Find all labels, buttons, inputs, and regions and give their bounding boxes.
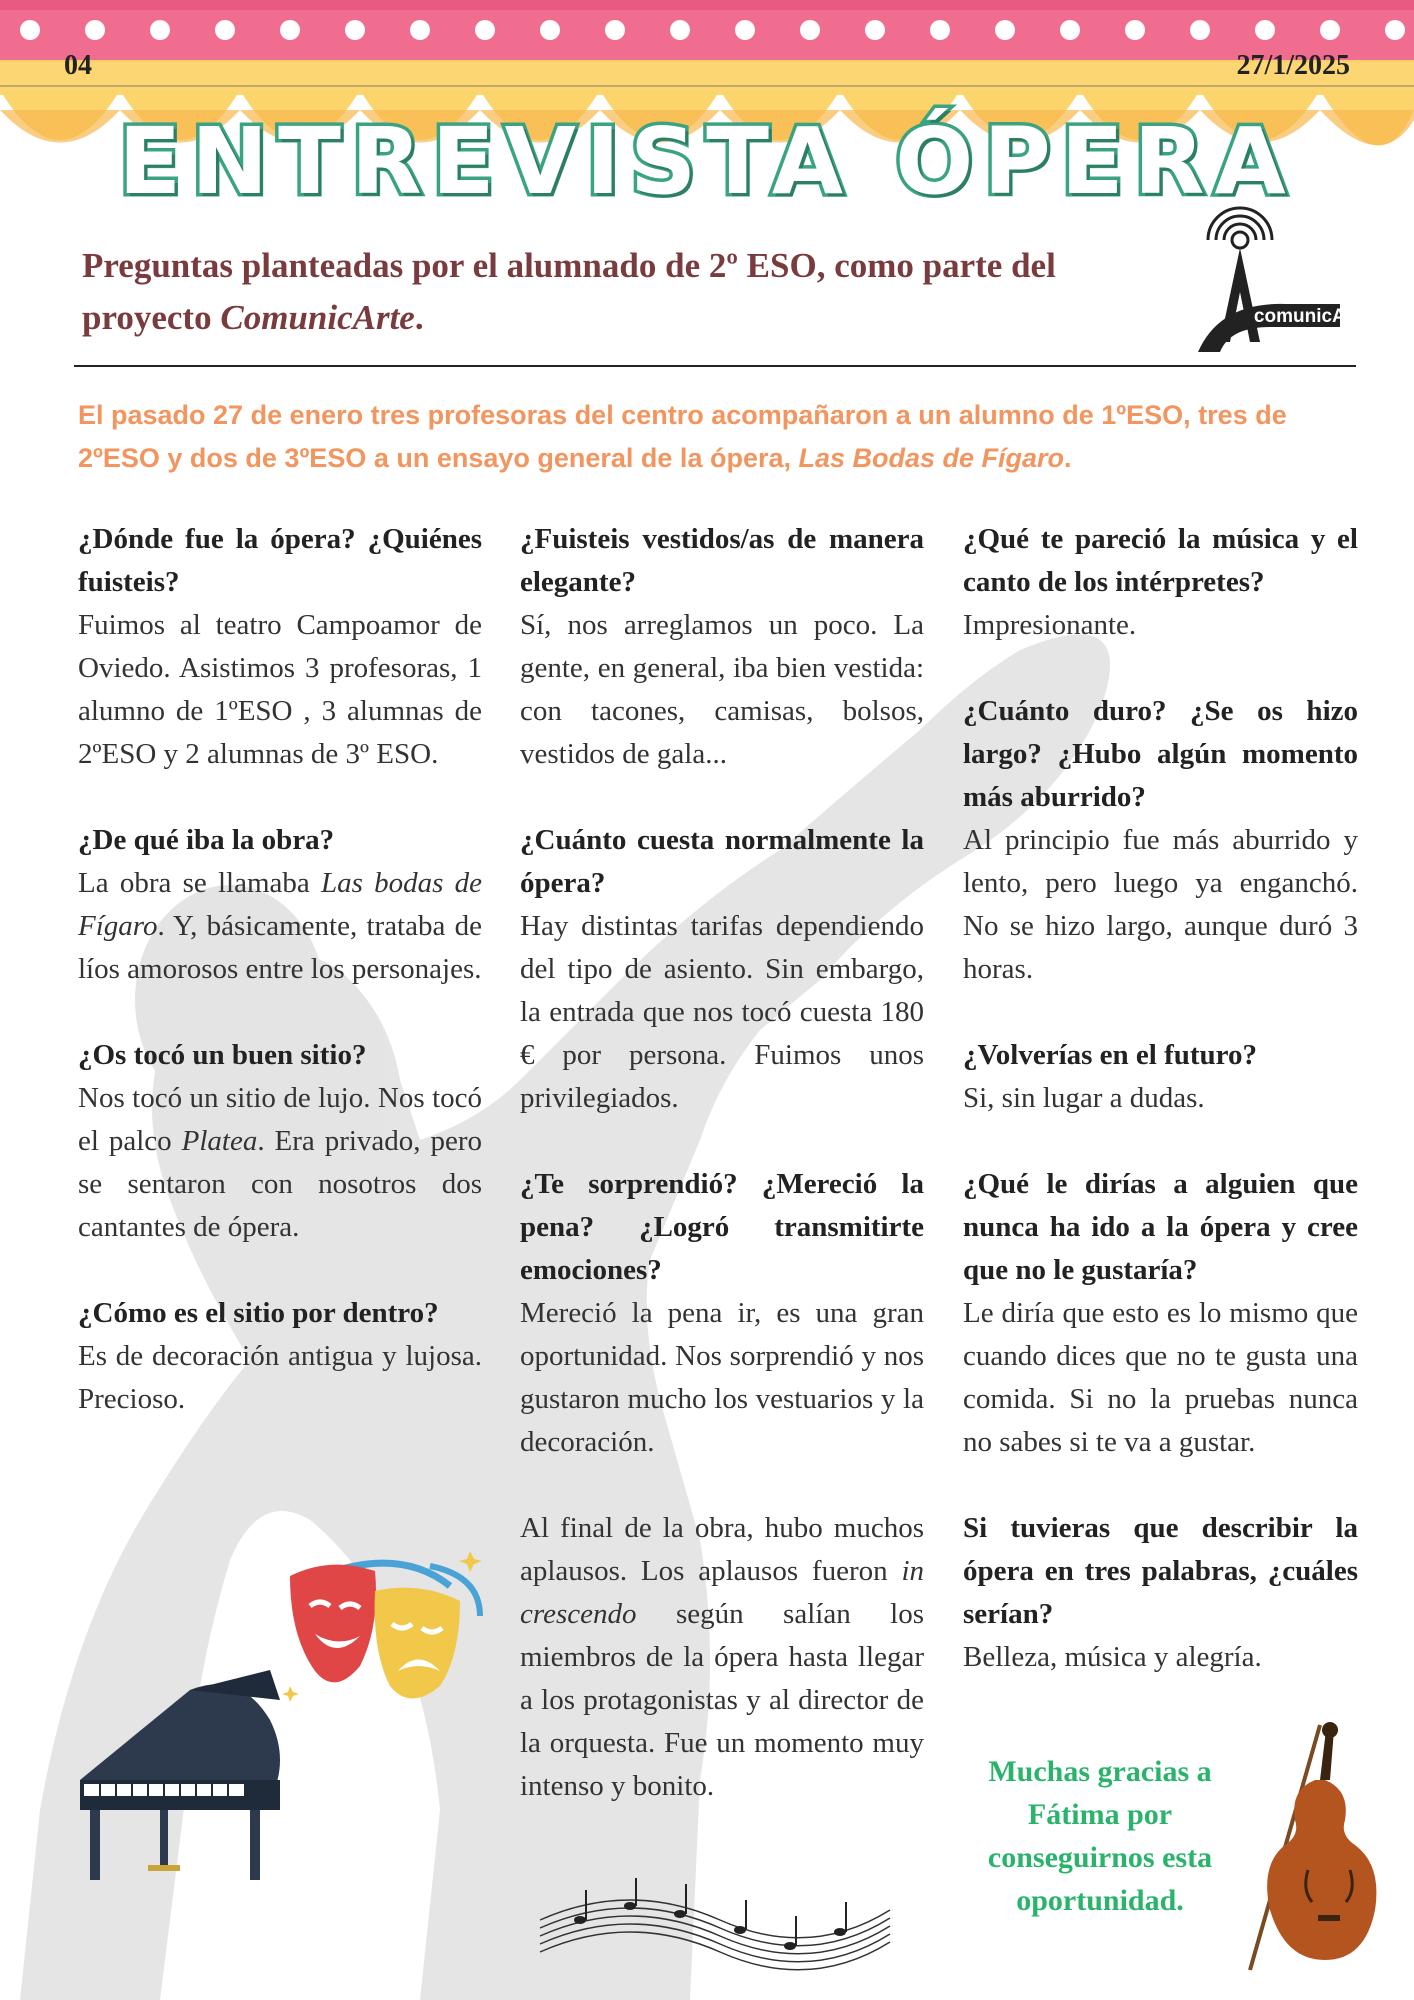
- question: ¿Qué te pareció la música y el canto de los intérpretes?: [963, 523, 1358, 598]
- question: Si tuvieras que describir la ópera en tres palabras, ¿cuáles serían?: [963, 1512, 1358, 1630]
- answer: Hay distintas tarifas dependiendo del tipo de asiento. Sin embargo, la entrada que nos tocó cuesta 180 € por persona. Fuimos unos privilegiados.: [520, 910, 924, 1114]
- project-name: ComunicArte: [220, 298, 415, 337]
- intro-text-end: .: [414, 298, 424, 337]
- opera-name: Las Bodas de Fígaro: [798, 443, 1065, 473]
- column-1: [78, 518, 482, 1464]
- intro-text: [82, 240, 1162, 344]
- answer: [78, 862, 482, 991]
- lead-text-end: .: [1064, 443, 1072, 473]
- comunicarte-logo: [1190, 212, 1371, 362]
- grand-piano-icon: [70, 1660, 310, 1900]
- answer: [78, 1077, 482, 1249]
- question: ¿De qué iba la obra?: [78, 824, 335, 856]
- answer: Fuimos al teatro Campoamor de Oviedo. Asistimos 3 profesoras, 1 alumno de 1ºESO , 3 alumnas de 2ºESO y 2 alumnas de 3º ESO.: [78, 609, 482, 770]
- answer-text: Nos tocó un sitio de lujo. Nos tocó el palco: [78, 1082, 482, 1157]
- answer: Al principio fue más aburrido y lento, pero luego ya enganchó. No se hizo largo, aunque duró 3 horas.: [963, 824, 1358, 985]
- divider-line: [74, 365, 1356, 367]
- answer: Si, sin lugar a dudas.: [963, 1082, 1205, 1114]
- page-title: ENTREVISTA ÓPERA: [118, 108, 1296, 215]
- question: ¿Dónde fue la ópera? ¿Quiénes fuisteis?: [78, 523, 482, 598]
- box-name: Platea: [181, 1125, 258, 1157]
- answer: [520, 1507, 924, 1808]
- music-term: in crescendo: [520, 1555, 924, 1630]
- answer-text: La obra se llamaba: [78, 867, 321, 899]
- question: ¿Cómo es el sitio por dentro?: [78, 1297, 439, 1329]
- column-2: [520, 518, 924, 1851]
- answer-text: . Y, básicamente, trataba de líos amorosos entre los personajes.: [78, 910, 482, 985]
- answer: Sí, nos arreglamos un poco. La gente, en general, iba bien vestida: con tacones, camisas, bolsos, vestidos de gala...: [520, 609, 924, 770]
- answer: Belleza, música y alegría.: [963, 1641, 1262, 1673]
- answer: Mereció la pena ir, es una gran oportunidad. Nos sorprendió y nos gustaron mucho los vestuarios y la decoración.: [520, 1297, 924, 1458]
- question: ¿Qué le dirías a alguien que nunca ha ido a la ópera y cree que no le gustaría?: [963, 1168, 1358, 1286]
- question: ¿Fuisteis vestidos/as de manera elegante?: [520, 523, 924, 598]
- answer-text: según salían los miembros de la ópera hasta llegar a los protagonistas y al director de la orquesta. Fue un momento muy intenso y bonito.: [520, 1598, 924, 1802]
- answer: Impresionante.: [963, 609, 1137, 641]
- column-3: [963, 518, 1358, 1722]
- question: ¿Cuánto duro? ¿Se os hizo largo? ¿Hubo algún momento más aburrido?: [963, 695, 1358, 813]
- answer-text: Al final de la obra, hubo muchos aplausos. Los aplausos fueron: [520, 1512, 924, 1587]
- answer: Es de decoración antigua y lujosa. Precioso.: [78, 1340, 482, 1415]
- lead-paragraph: [78, 394, 1358, 480]
- violin-icon: [1230, 1720, 1380, 1980]
- issue-date: 27/1/2025: [1236, 50, 1350, 81]
- question: ¿Os tocó un buen sitio?: [78, 1039, 367, 1071]
- theatre-masks-icon: [280, 1536, 490, 1716]
- lead-text-plain: El pasado 27 de enero tres profesoras del centro acompañaron a un alumno de 1ºESO, tres de 2ºESO y dos de 3ºESO a un ensayo general de la ópera,: [78, 400, 1287, 473]
- answer-text: . Era privado, pero se sentaron con nosotros dos cantantes de ópera.: [78, 1125, 483, 1243]
- question: ¿Volverías en el futuro?: [963, 1039, 1258, 1071]
- question: ¿Cuánto cuesta normalmente la ópera?: [520, 824, 924, 899]
- play-title: Las bodas de Fígaro: [78, 867, 482, 942]
- logo-label: comunicArte: [1253, 306, 1371, 327]
- page-number: 04: [64, 50, 92, 81]
- answer: Le diría que esto es lo mismo que cuando dices que no te gusta una comida. Si no la pruebas nunca no sabes si te va a gustar.: [963, 1297, 1358, 1458]
- intro-text-plain: Preguntas planteadas por el alumnado de 2º ESO, como parte del proyecto: [82, 246, 1056, 337]
- music-notes-icon: [540, 1870, 890, 1970]
- question: ¿Te sorprendió? ¿Mereció la pena? ¿Logró transmitirte emociones?: [520, 1168, 924, 1286]
- thanks-note: Muchas gracias a Fátima por conseguirnos esta oportunidad.: [987, 1755, 1213, 1917]
